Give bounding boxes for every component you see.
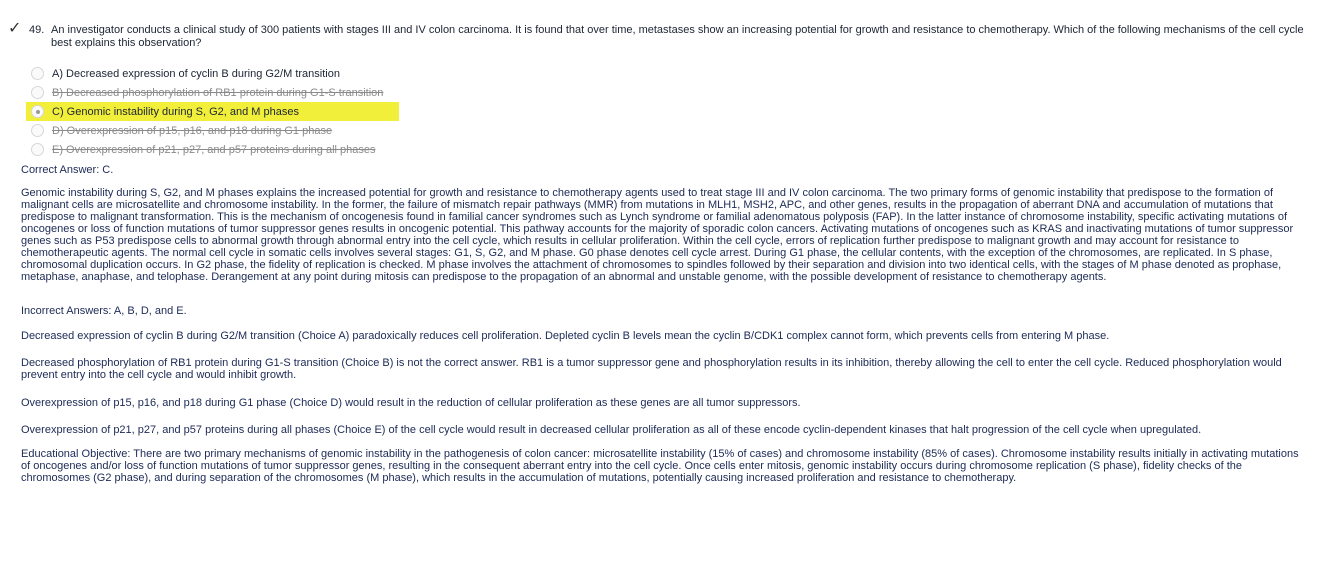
explanation-line: predispose to malignant transformation. This is the mechanism of oncogenesis found in familial cancer syndromes such as Lynch syndrome or familial adenomatous polyposis (FAP). In the latter instance of chromosome instability, specific activating mutations of <box>21 211 1288 223</box>
explanation <box>21 187 1331 283</box>
choice-e-explanation: Overexpression of p21, p27, and p57 proteins during all phases (Choice E) of the cell cycle would result in decreased cellular proliferation as all of these encode cyclin-dependent kinases that halt progression of the cell cycle when upregulated. <box>21 424 1202 436</box>
choice-label: E) Overexpression of p21, p27, and p57 proteins during all phases <box>52 143 376 156</box>
choice-label: D) Overexpression of p15, p16, and p18 during G1 phase <box>52 124 333 137</box>
checkmark-icon: ✓ <box>8 20 22 37</box>
choice-a[interactable] <box>26 64 426 83</box>
choice-label: A) Decreased expression of cyclin B during G2/M transition <box>52 67 340 80</box>
explanation-line: chromosomal duplication occurs. In G2 phase, the fidelity of replication is checked. M phase involves the attachment of chromosomes to spindles followed by their separation and division into two identical cells, with the stages of M phase denoted as prophase, <box>21 259 1282 271</box>
choice-b-explanation <box>21 357 1331 381</box>
choice-label: B) Decreased phosphorylation of RB1 protein during G1-S transition <box>52 86 384 99</box>
choice-c[interactable] <box>26 102 399 121</box>
radio-button-icon[interactable] <box>31 124 44 137</box>
explanation-line: Genomic instability during S, G2, and M phases explains the increased potential for growth and resistance to chemotherapy agents used to treat stage III and IV colon carcinoma. The two primary forms of genomic instability that predispose to the formation of <box>21 187 1274 199</box>
radio-selected-dot <box>36 110 40 114</box>
radio-button-icon[interactable] <box>31 67 44 80</box>
objective-line: chromosomes (G2 phase), and during separation of the chromosomes (M phase), which results in the accumulation of mutations, potentially causing increased proliferation and resistance to chemotherapy. <box>21 472 1017 484</box>
choice-e[interactable] <box>26 140 426 159</box>
explanation-line: prevent entry into the cell cycle and would inhibit growth. <box>21 369 297 381</box>
explanation-line: malignant cells are microsatellite and chromosome instability. In the former, the failure of mismatch repair pathways (MMR) from mutations in MLH1, MSH2, APC, and other genes, results in the propagation of aberrant DNA and accumulation of mutations that <box>21 199 1273 211</box>
explanation-line: chemotherapeutic agents. The normal cell cycle in somatic cells involves several stages: G1, S, G2, and M phase. G0 phase denotes cell cycle arrest. During G1 phase, the cellular contents, with the exception of the chromosomes, are replicated. In S phase, <box>21 247 1273 259</box>
question-stem: An investigator conducts a clinical study of 300 patients with stages III and IV colon carcinoma. It is found that over time, metastases show an increasing potential for growth and resistance to chemotherapy. Which of the following mechanisms of the cell cycle best explains this observation? <box>51 24 1304 49</box>
incorrect-answers: Incorrect Answers: A, B, D, and E. <box>21 305 187 317</box>
correct-answer: Correct Answer: C. <box>21 164 114 176</box>
explanation-line: genes such as P53 predispose cells to abnormal growth through abnormal entry into the cell cycle, which results in cellular proliferation. Within the cell cycle, errors of replication further predispose to malignant growth and may account for resistance to <box>21 235 1239 247</box>
choice-d-explanation: Overexpression of p15, p16, and p18 during G1 phase (Choice D) would result in the reduction of cellular proliferation as these genes are all tumor suppressors. <box>21 397 801 409</box>
explanation-line: metaphase, anaphase, and telophase. Derangement at any point during mitosis can predispose to the propagation of an abnormal and unstable genome, with the possible development of resistance to chemotherapy agents. <box>21 271 1107 283</box>
question-number: 49. <box>29 24 45 36</box>
answer-choices <box>26 64 426 159</box>
explanation-line: oncogenes or loss of function mutations of tumor suppressor genes results in oncogenic potential. This pathway accounts for the majority of sporadic colon cancers. Activating mutations of oncogenes such as KRAS and inactivating mutations of tumor suppressor <box>21 223 1294 235</box>
explanation-line: Decreased phosphorylation of RB1 protein during G1-S transition (Choice B) is not the correct answer. RB1 is a tumor suppressor gene and phosphorylation results in its inhibition, thereby allowing the cell to enter the cell cycle. Reduced phosphorylation would <box>21 357 1282 369</box>
objective-line: of oncogenes and/or loss of function mutations of tumor suppressor genes, resulting in the consequent aberrant entry into the cell cycle. Once cells enter mitosis, genomic instability occurs during chromosome replication (S phase), fidelity checks of the <box>21 460 1243 472</box>
educational-objective <box>21 448 1331 484</box>
radio-button-icon[interactable] <box>31 143 44 156</box>
choice-a-explanation: Decreased expression of cyclin B during G2/M transition (Choice A) paradoxically reduces cell proliferation. Depleted cyclin B levels mean the cyclin B/CDK1 complex cannot form, which prevents cells from entering M phase. <box>21 330 1110 342</box>
objective-line: Educational Objective: There are two primary mechanisms of genomic instability in the pathogenesis of colon cancer: microsatellite instability (15% of cases) and chromosome instability (85% of cases). Chromosome instability results initially in activating mutations <box>21 448 1299 460</box>
choice-b[interactable] <box>26 83 426 102</box>
radio-button-icon[interactable] <box>31 86 44 99</box>
radio-button-icon[interactable] <box>31 105 44 118</box>
choice-d[interactable] <box>26 121 426 140</box>
choice-label: C) Genomic instability during S, G2, and M phases <box>52 105 300 118</box>
